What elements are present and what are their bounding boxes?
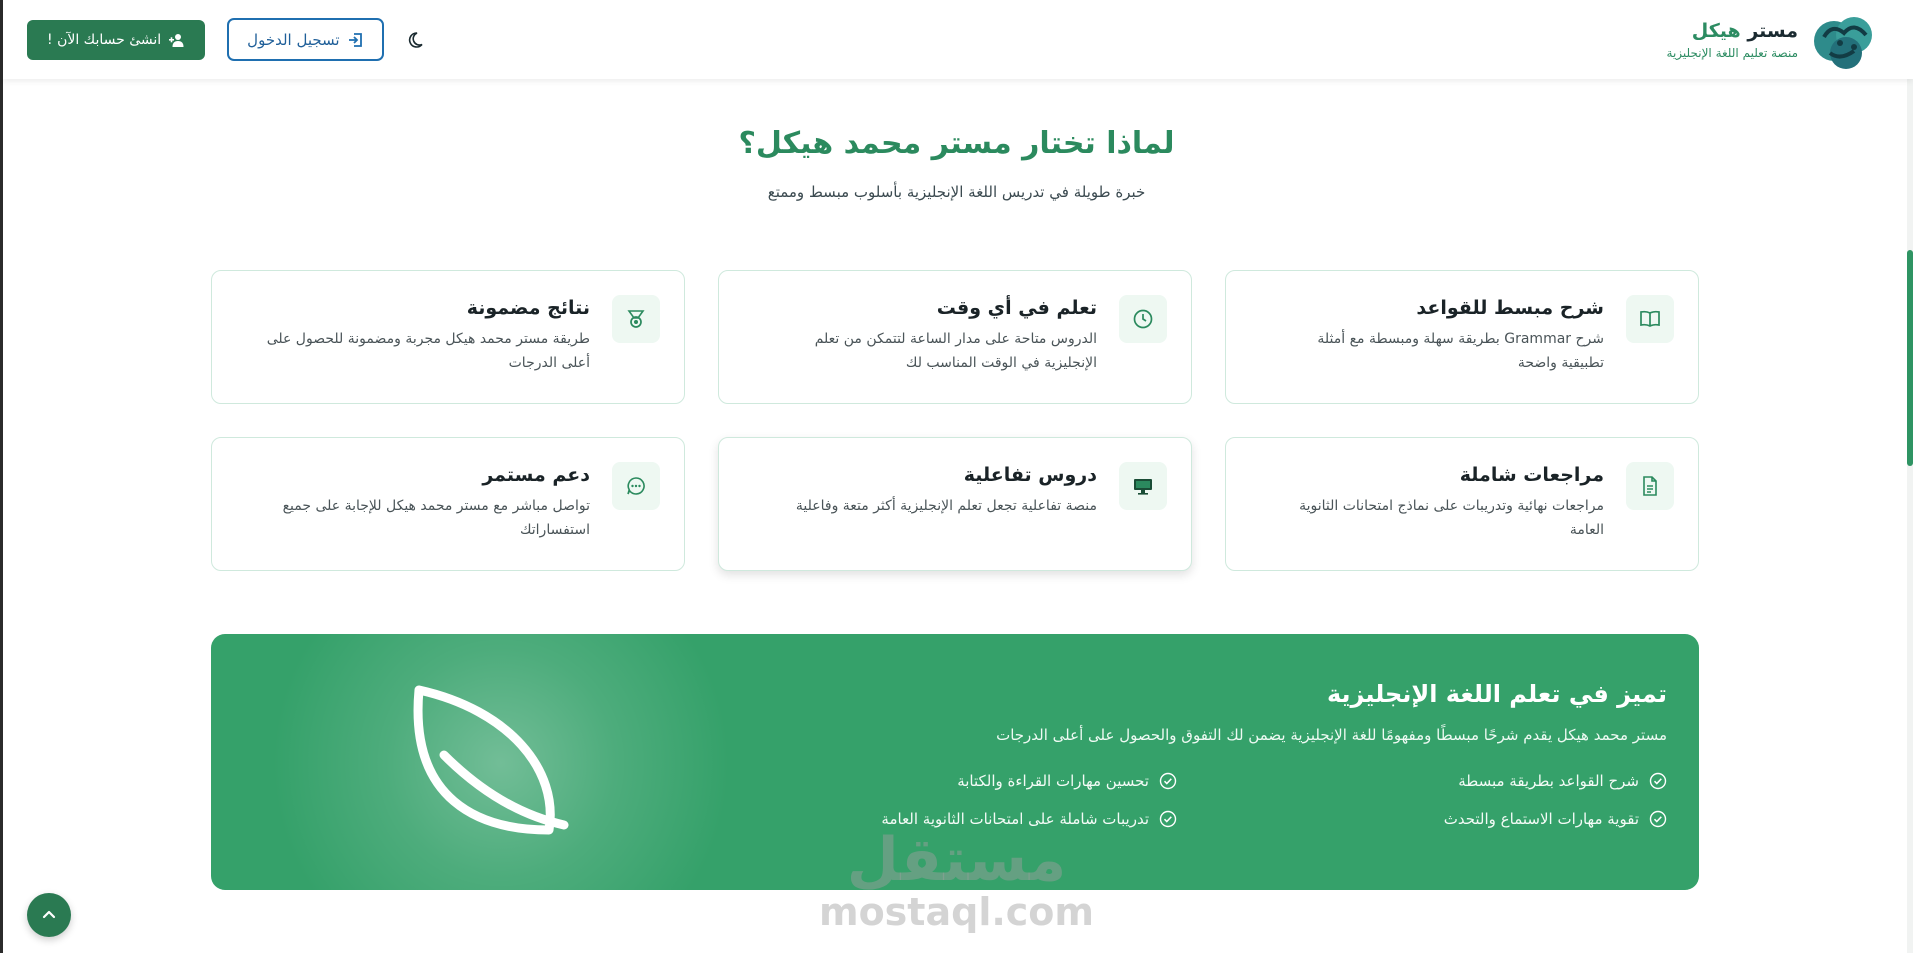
clock-icon [1119,295,1167,343]
feature-card-support [211,437,685,571]
check-circle-icon [1649,810,1667,828]
brand-title-accent: هيكل [1691,19,1741,42]
checklist-text: شرح القواعد بطريقة مبسطة [1458,772,1639,790]
file-icon [1626,462,1674,510]
leaf-icon [389,680,569,850]
feature-card-reviews [1225,437,1699,571]
feature-card-results [211,270,685,404]
feature-title: دعم مستمر [482,464,590,486]
register-label: انشئ حسابك الآن ! [47,31,162,48]
feature-text: شرح Grammar بطريقة سهلة ومبسطة مع أمثلة تطبيقية واضحة [1317,331,1604,371]
section-title: لماذا تختار مستر محمد هيكل؟ [738,126,1175,161]
user-plus-icon [169,32,185,48]
feature-text: منصة تفاعلية تجعل تعلم الإنجليزية أكثر متعة وفاعلية [795,498,1097,514]
section-subtitle: خبرة طويلة في تدريس اللغة الإنجليزية بأسلوب مبسط وممتع [767,183,1146,201]
back-to-top-button[interactable] [27,893,71,937]
feature-text: الدروس متاحة على مدار الساعة لتتمكن من تعلم الإنجليزية في الوقت المناسب لك [814,331,1097,371]
feature-title: شرح مبسط للقواعد [1416,297,1604,319]
brand-subtitle: منصة تعليم اللغة الإنجليزية [1666,45,1798,60]
brand-title-main: مستر [1747,19,1798,42]
scrollbar-track[interactable] [1907,79,1913,953]
brand-title [1667,20,1798,42]
check-circle-icon [1159,772,1177,790]
checklist-text: تقوية مهارات الاستماع والتحدث [1443,810,1639,828]
checklist-item [1177,810,1667,828]
chat-icon [612,462,660,510]
feature-title: مراجعات شاملة [1459,464,1604,486]
login-label: تسجيل الدخول [247,30,340,49]
feature-text: طريقة مستر محمد هيكل مجربة ومضمونة للحصول على أعلى الدرجات [266,331,590,371]
dark-mode-toggle[interactable] [406,28,430,52]
book-icon [1626,295,1674,343]
checklist-item [687,810,1177,828]
excel-banner [211,634,1699,890]
feature-card-grammar [1225,270,1699,404]
checklist-text: تحسين مهارات القراءة والكتابة [957,772,1149,790]
brand[interactable] [1667,7,1876,73]
medal-icon [612,295,660,343]
brand-logo [1810,7,1876,73]
login-button[interactable] [227,18,383,61]
feature-text: مراجعات نهائية وتدريبات على نماذج امتحانات الثانوية العامة [1299,498,1604,538]
checklist-item [1177,772,1667,790]
moon-icon [408,30,428,50]
checklist-item [687,772,1177,790]
checklist-text: تدريبات شاملة على امتحانات الثانوية العامة [881,810,1149,828]
banner-title: تميز في تعلم اللغة الإنجليزية [1326,680,1667,708]
sign-in-icon [348,32,364,48]
check-circle-icon [1649,772,1667,790]
banner-description: مستر محمد هيكل يقدم شرحًا مبسطًا ومفهومًا للغة الإنجليزية يضمن لك التفوق والحصول على أعلى الدرجات [996,726,1667,744]
features-grid [211,270,1699,571]
monitor-icon [1119,462,1167,510]
feature-title: نتائج مضمونة [466,297,590,319]
feature-card-interactive [718,437,1192,571]
chevron-up-icon [40,906,58,924]
feature-title: تعلم في أي وقت [936,297,1097,319]
feature-title: دروس تفاعلية [963,464,1097,486]
top-navbar [3,0,1913,79]
watermark-arabic: مستقل [846,825,1067,895]
check-circle-icon [1159,810,1177,828]
header-actions [27,18,430,61]
register-button[interactable] [27,20,205,60]
feature-text: تواصل مباشر مع مستر محمد هيكل للإجابة على جميع استفساراتك [282,498,590,538]
banner-checklist [687,772,1667,828]
watermark-latin: mostaql.com [818,890,1095,934]
feature-card-anytime [718,270,1192,404]
scrollbar-thumb[interactable] [1907,250,1913,466]
